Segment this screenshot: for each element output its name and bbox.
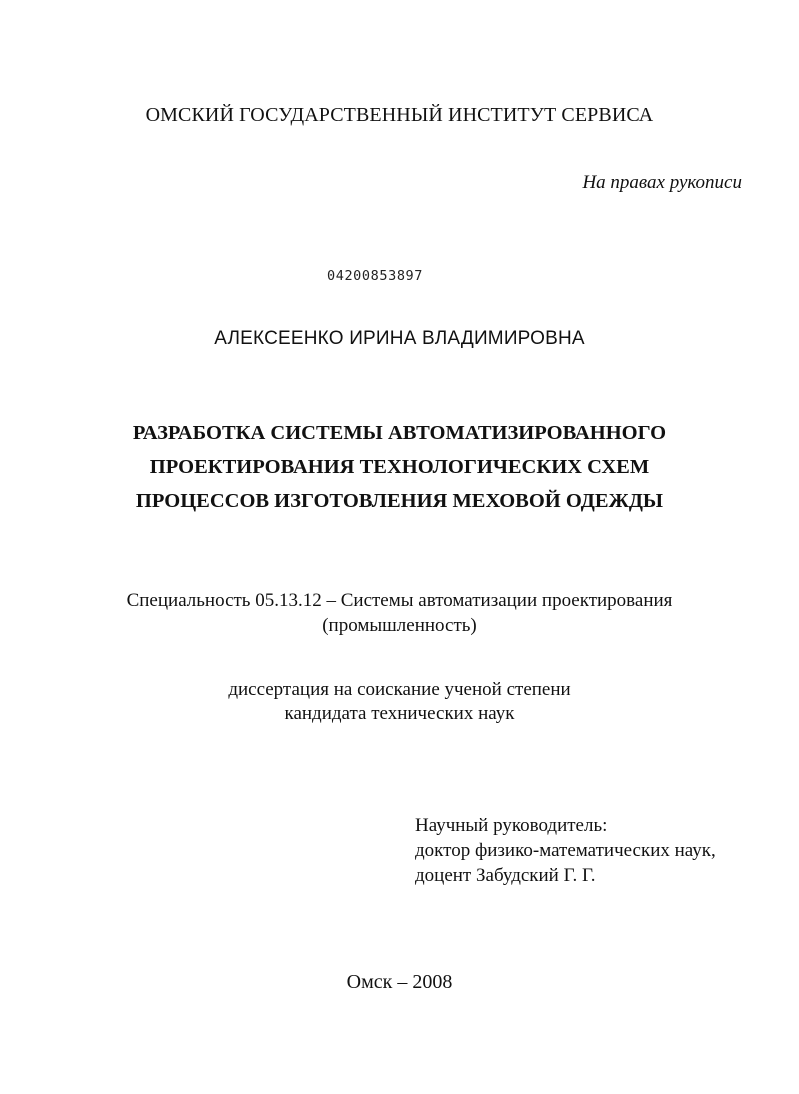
advisor-line: доцент Забудский Г. Г. [415, 865, 596, 886]
institution-name: ОМСКИЙ ГОСУДАРСТВЕННЫЙ ИНСТИТУТ СЕРВИСА [145, 104, 654, 126]
city-and-year: Омск – 2008 [346, 971, 453, 993]
advisor-line: доктор физико-математических наук, [415, 840, 716, 861]
scientific-advisor [415, 813, 716, 888]
manuscript-rights-note: На правах рукописи [582, 172, 742, 193]
dissertation-title [0, 416, 799, 518]
specialty [0, 588, 799, 638]
author-name: АЛЕКСЕЕНКО ИРИНА ВЛАДИМИРОВНА [214, 328, 585, 349]
title-line: РАЗРАБОТКА СИСТЕМЫ АВТОМАТИЗИРОВАННОГО [132, 422, 667, 444]
degree-line: кандидата технических наук [284, 703, 515, 724]
advisor-line: Научный руководитель: [415, 815, 608, 836]
specialty-line: (промышленность) [322, 615, 477, 636]
degree-statement [0, 678, 799, 726]
catalog-number-stamp: 04200853897 [327, 268, 424, 284]
specialty-line: Специальность 05.13.12 – Системы автоматизации проектирования [126, 590, 673, 611]
title-line: ПРОЦЕССОВ ИЗГОТОВЛЕНИЯ МЕХОВОЙ ОДЕЖДЫ [135, 490, 664, 512]
title-line: ПРОЕКТИРОВАНИЯ ТЕХНОЛОГИЧЕСКИХ СХЕМ [149, 456, 650, 478]
degree-line: диссертация на соискание ученой степени [228, 679, 571, 700]
